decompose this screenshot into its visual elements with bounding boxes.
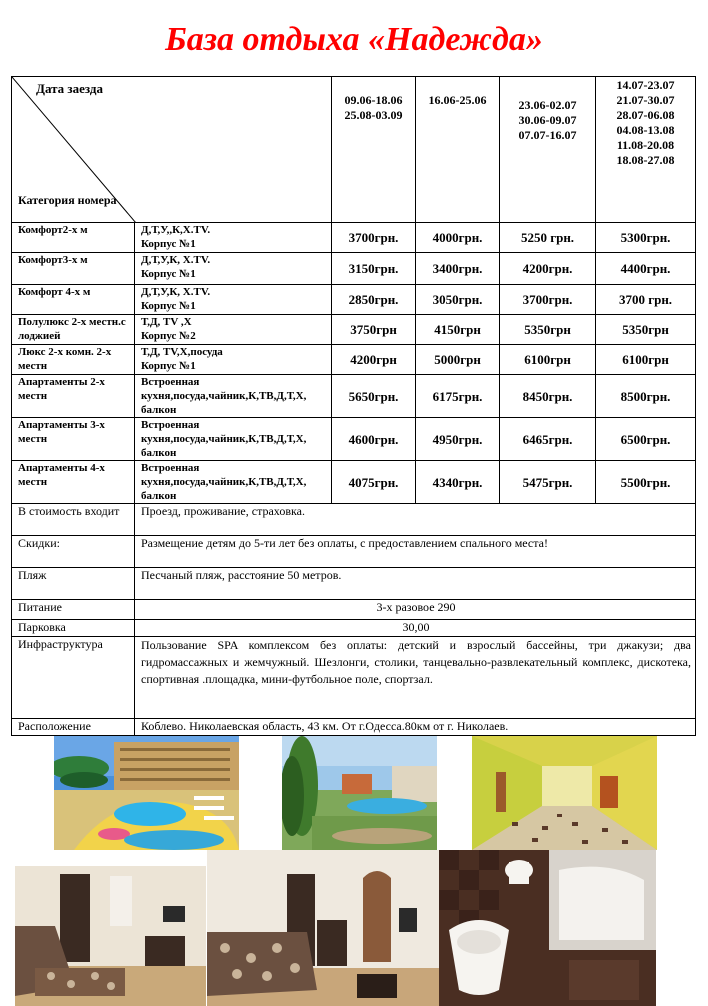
info-row-infrastructure <box>12 637 696 719</box>
price-cell: 5300грн. <box>596 223 696 253</box>
price-cell: 5475грн. <box>500 461 596 504</box>
price-cell: 5350грн <box>596 315 696 345</box>
table-row <box>12 345 696 375</box>
room-category: Полулюкс 2-х местн.с лоджией <box>12 315 135 345</box>
bathroom-photo <box>439 850 656 1006</box>
table-row <box>12 461 696 504</box>
info-value: Пользование SPA комплексом без оплаты: детский и взрослый бассейны, три джакузи; два гидромассажных и жемчужный. Шезлонги, столики, танцевально-развлекательный комплекс, дискотека, спортивная .площадка, мини-футбольное поле, спортзал. <box>135 637 696 719</box>
price-cell: 2850грн. <box>332 285 416 315</box>
room-category: Апартаменты 2-х местн <box>12 375 135 418</box>
room-bedroom-photo <box>15 866 206 1006</box>
info-value: 30,00 <box>135 620 696 637</box>
info-value: Коблево. Николаевская область, 43 км. От г.Одесса.80км от г. Николаев. <box>135 719 696 736</box>
price-cell: 4000грн. <box>416 223 500 253</box>
price-cell: 4075грн. <box>332 461 416 504</box>
room-amenities: Т,Д, TV ,X Корпус №2 <box>135 315 332 345</box>
price-cell: 3700грн. <box>500 285 596 315</box>
room-category: Комфорт3-х м <box>12 253 135 285</box>
info-label: Пляж <box>12 568 135 600</box>
price-cell: 8450грн. <box>500 375 596 418</box>
price-cell: 5000грн <box>416 345 500 375</box>
table-row <box>12 253 696 285</box>
price-cell: 6100грн <box>500 345 596 375</box>
page-title: База отдыха «Надежда» <box>165 21 543 58</box>
period-column-1: 09.06-18.06 25.08-03.09 <box>332 77 416 223</box>
territory-park-photo <box>282 736 437 850</box>
period-column-2: 16.06-25.06 <box>416 77 500 223</box>
room-category: Апартаменты 3-х местн <box>12 418 135 461</box>
price-cell: 3750грн <box>332 315 416 345</box>
info-label: Парковка <box>12 620 135 637</box>
price-cell: 3700 грн. <box>596 285 696 315</box>
info-label: Расположение <box>12 719 135 736</box>
info-row-location <box>12 719 696 736</box>
room-amenities: Встроенная кухня,посуда,чайник,К,ТВ,Д,Т,Х, балкон <box>135 418 332 461</box>
price-cell: 4950грн. <box>416 418 500 461</box>
room-amenities: Д,Т,У,К, Х.TV. Корпус №1 <box>135 253 332 285</box>
room-amenities: Д,Т,У,К, Х.TV. Корпус №1 <box>135 285 332 315</box>
table-row <box>12 418 696 461</box>
room-category: Апартаменты 4-х местн <box>12 461 135 504</box>
info-row-parking <box>12 620 696 637</box>
table-row <box>12 315 696 345</box>
price-cell: 5500грн. <box>596 461 696 504</box>
info-row-included <box>12 504 696 536</box>
price-cell: 5650грн. <box>332 375 416 418</box>
price-cell: 4150грн <box>416 315 500 345</box>
info-row-beach <box>12 568 696 600</box>
price-cell: 8500грн. <box>596 375 696 418</box>
info-value: Проезд, проживание, страховка. <box>135 504 696 536</box>
price-cell: 3700грн. <box>332 223 416 253</box>
room-category: Комфорт2-х м <box>12 223 135 253</box>
price-cell: 4600грн. <box>332 418 416 461</box>
info-label: Питание <box>12 600 135 620</box>
info-value: 3-х разовое 290 <box>135 600 696 620</box>
table-row <box>12 223 696 253</box>
info-value: Размещение детям до 5-ти лет без оплаты, с предоставлением спального места! <box>135 536 696 568</box>
room-amenities: Встроенная кухня,посуда,чайник,К,ТВ,Д,Т,Х, балкон <box>135 375 332 418</box>
price-cell: 3150грн. <box>332 253 416 285</box>
info-row-meals <box>12 600 696 620</box>
price-cell: 6100грн <box>596 345 696 375</box>
price-cell: 3400грн. <box>416 253 500 285</box>
price-cell: 4200грн. <box>500 253 596 285</box>
room-amenities: Д,Т,У,,К,Х.TV. Корпус №1 <box>135 223 332 253</box>
price-table <box>11 76 696 736</box>
room-category-label: Категория номера <box>18 193 117 207</box>
price-cell: 5350грн <box>500 315 596 345</box>
price-cell: 4200грн <box>332 345 416 375</box>
arrival-date-label: Дата заезда <box>36 81 103 96</box>
corridor-interior-photo <box>472 736 657 850</box>
price-cell: 4340грн. <box>416 461 500 504</box>
info-label: В стоимость входит <box>12 504 135 536</box>
period-column-3: 23.06-02.07 30.06-09.07 07.07-16.07 <box>500 77 596 223</box>
price-cell: 5250 грн. <box>500 223 596 253</box>
room-amenities: Т,Д, TV,X,посуда Корпус №1 <box>135 345 332 375</box>
price-cell: 4400грн. <box>596 253 696 285</box>
info-label: Скидки: <box>12 536 135 568</box>
price-cell: 6500грн. <box>596 418 696 461</box>
price-cell: 6465грн. <box>500 418 596 461</box>
table-header-row <box>12 77 696 223</box>
room-living-photo <box>207 850 439 1006</box>
info-label: Инфраструктура <box>12 637 135 719</box>
price-cell: 6175грн. <box>416 375 500 418</box>
room-category: Люкс 2-х комн. 2-х местн <box>12 345 135 375</box>
info-value: Песчаный пляж, расстояние 50 метров. <box>135 568 696 600</box>
table-row <box>12 285 696 315</box>
table-row <box>12 375 696 418</box>
info-row-discounts <box>12 536 696 568</box>
header-diagonal-cell <box>12 77 332 223</box>
room-amenities: Встроенная кухня,посуда,чайник,К,ТВ,Д,Т,Х, балкон <box>135 461 332 504</box>
price-cell: 3050грн. <box>416 285 500 315</box>
pool-complex-photo <box>54 736 239 850</box>
period-column-4: 14.07-23.07 21.07-30.07 28.07-06.08 04.08-13.08 11.08-20.08 18.08-27.08 <box>596 77 696 223</box>
room-category: Комфорт 4-х м <box>12 285 135 315</box>
